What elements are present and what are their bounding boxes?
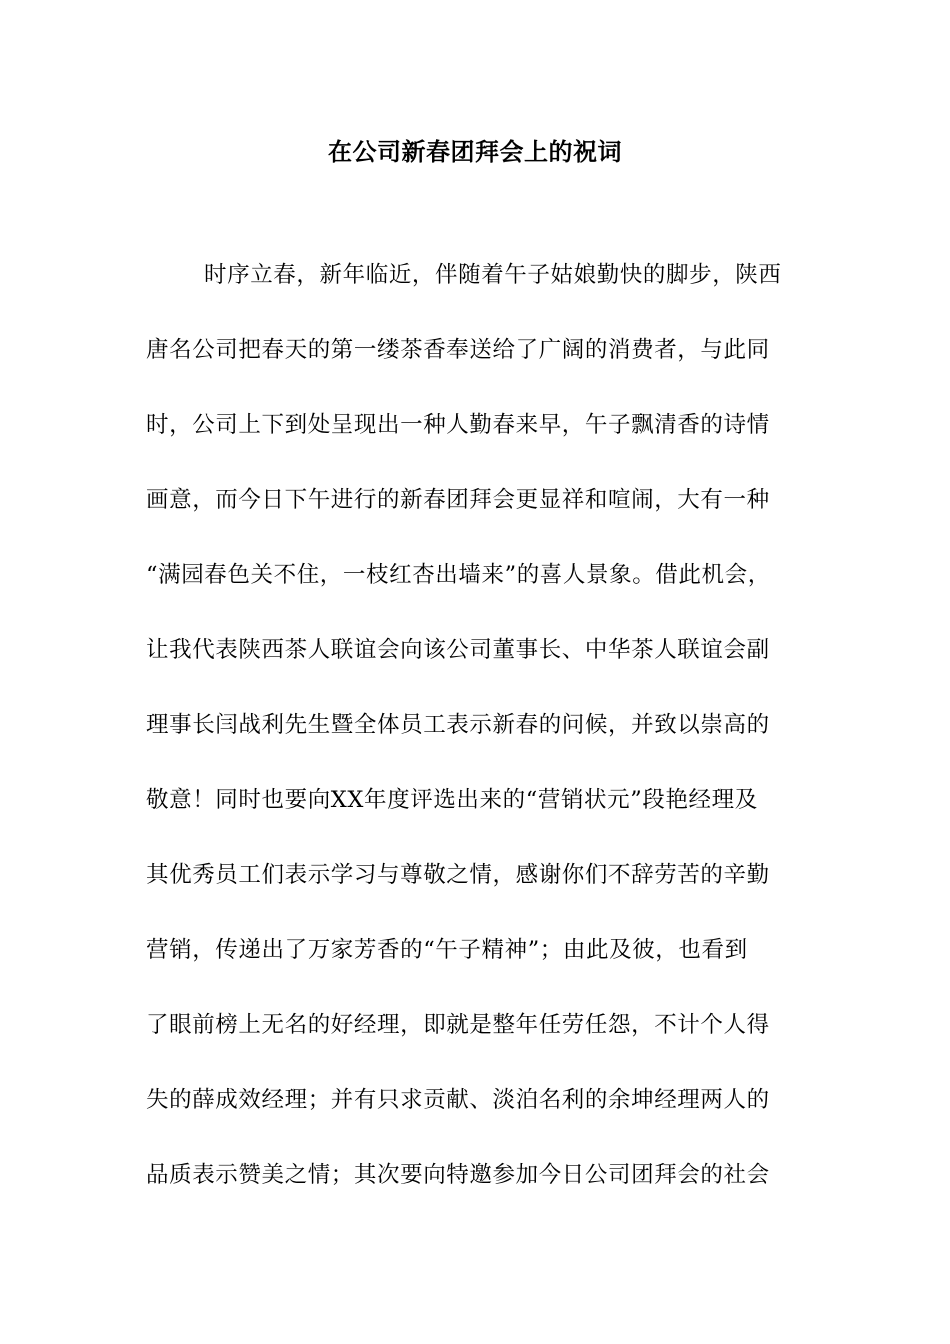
paragraph-line: 让我代表陕西茶人联谊会向该公司董事长、中华茶人联谊会副 bbox=[146, 637, 770, 663]
paragraph-line: 其优秀员工们表示学习与尊敬之情，感谢你们不辞劳苦的辛勤 bbox=[146, 862, 770, 888]
paragraph-line: 品质表示赞美之情；其次要向特邀参加今日公司团拜会的社会 bbox=[146, 1162, 770, 1188]
paragraph-line: 失的薛成效经理；并有只求贡献、淡泊名利的余坤经理两人的 bbox=[146, 1087, 770, 1113]
paragraph-line: 了眼前榜上无名的好经理，即就是整年任劳任怨，不计个人得 bbox=[146, 1012, 770, 1038]
paragraph-line: 时序立春，新年临近，伴随着午子姑娘勤快的脚步，陕西 bbox=[204, 262, 782, 288]
paragraph-line: 画意，而今日下午进行的新春团拜会更显祥和喧闹，大有一种 bbox=[146, 487, 770, 513]
paragraph-line: 营销，传递出了万家芳香的“午子精神”；由此及彼，也看到 bbox=[146, 937, 748, 963]
document-body bbox=[146, 255, 826, 1230]
document-title: 在公司新春团拜会上的祝词 bbox=[328, 137, 622, 166]
paragraph-line: 唐名公司把春天的第一缕茶香奉送给了广阔的消费者，与此同 bbox=[146, 337, 770, 363]
paragraph-line: 时，公司上下到处呈现出一种人勤春来早，午子飘清香的诗情 bbox=[146, 412, 770, 438]
paragraph-line: “满园春色关不住，一枝红杏出墙来”的喜人景象。借此机会， bbox=[146, 562, 771, 588]
paragraph-line: 理事长闫战利先生暨全体员工表示新春的问候，并致以崇高的 bbox=[146, 712, 770, 738]
paragraph-line: 敬意！同时也要向XX年度评选出来的“营销状元”段艳经理及 bbox=[146, 787, 758, 813]
